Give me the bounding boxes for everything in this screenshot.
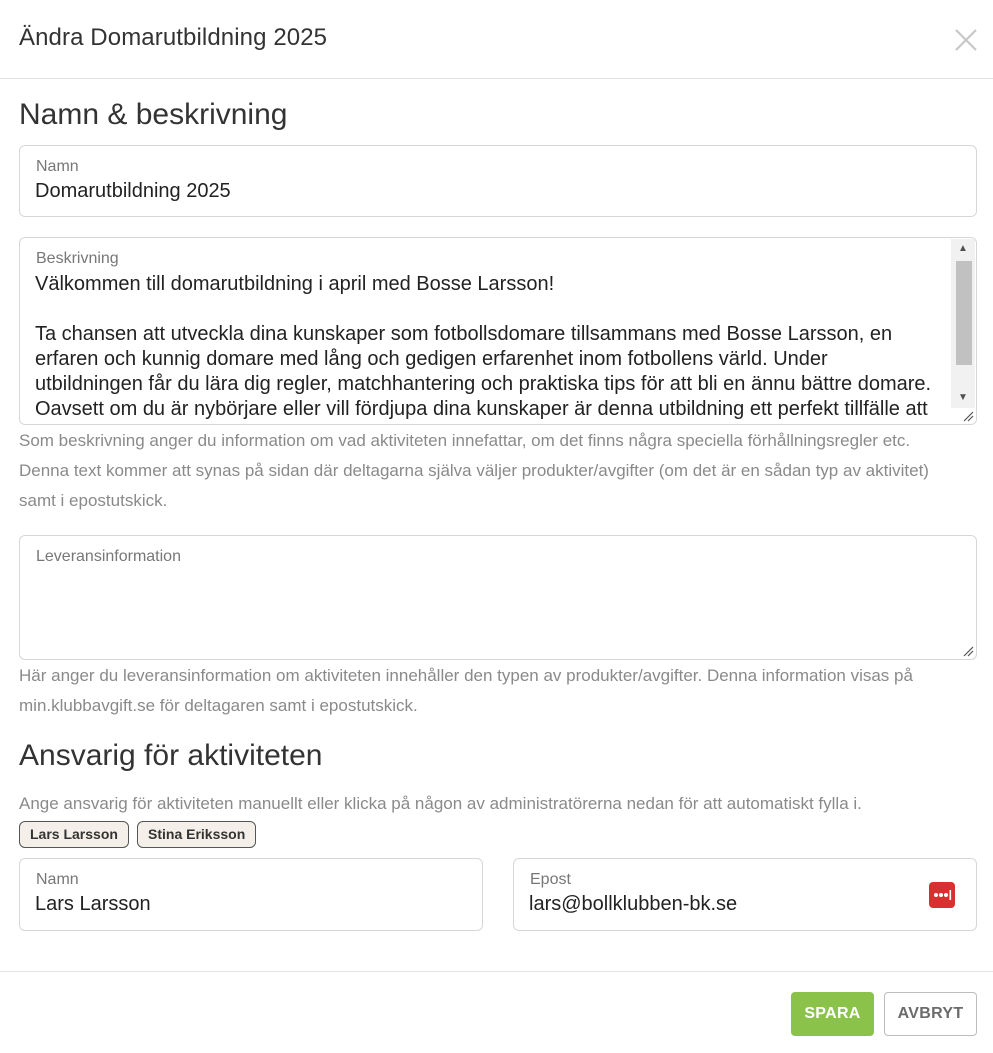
help-line: Som beskrivning anger du information om vad aktiviteten innefattar, om det finns några speciella förhållningsregler etc. [19, 431, 911, 450]
responsible-email-field[interactable] [513, 858, 977, 931]
responsible-help-text: Ange ansvarig för aktiviteten manuellt eller klicka på någon av administratörerna nedan för att automatiskt fylla i. [19, 794, 862, 813]
description-field[interactable] [19, 237, 977, 425]
responsible-name-label: Namn [36, 871, 79, 888]
password-dots-icon [929, 882, 955, 908]
help-line: samt i epostutskick. [19, 491, 168, 510]
activity-name-label: Namn [36, 158, 79, 175]
help-line: min.klubbavgift.se för deltagaren samt i epostutskick. [19, 696, 418, 715]
scroll-thumb[interactable] [956, 261, 972, 365]
responsible-section-heading: Ansvarig för aktiviteten [19, 739, 323, 772]
admin-chip-lars-larsson[interactable]: Lars Larsson [19, 821, 129, 848]
description-line: Välkommen till domarutbildning i april med Bosse Larsson! [35, 273, 555, 295]
description-line: erfaren och kunnig domare med lång och gedigen erfarenhet inom fotbollens värld. Under [35, 348, 828, 370]
responsible-name-input[interactable] [35, 893, 470, 916]
help-line: Här anger du leveransinformation om aktiviteten innehåller den typen av produkter/avgifter. Denna information visas på [19, 666, 913, 685]
responsible-name-field[interactable] [19, 858, 483, 931]
password-manager-icon[interactable] [929, 882, 955, 908]
delivery-info-textarea[interactable] [35, 570, 936, 659]
resize-handle-icon[interactable] [962, 645, 974, 657]
cancel-button[interactable]: AVBRYT [884, 992, 977, 1036]
description-line [35, 297, 936, 322]
admin-chip-stina-eriksson[interactable]: Stina Eriksson [137, 821, 256, 848]
activity-name-input[interactable] [35, 180, 964, 203]
description-line: Ta chansen att utveckla dina kunskaper som fotbollsdomare tillsammans med Bosse Larsson, en [35, 323, 893, 345]
scroll-down-arrow-icon[interactable]: ▼ [958, 392, 968, 403]
delivery-info-label: Leveransinformation [36, 548, 181, 565]
scroll-up-arrow-icon[interactable]: ▲ [958, 243, 968, 254]
dialog-footer [0, 971, 993, 1053]
delivery-help-text [19, 661, 974, 721]
description-help-text [19, 426, 974, 516]
help-line: Denna text kommer att synas på sidan där deltagarna själva väljer produkter/avgifter (om det är en sådan typ av aktivitet) [19, 461, 929, 480]
name-section-heading: Namn & beskrivning [19, 98, 288, 131]
dialog-header [0, 0, 993, 79]
responsible-email-input[interactable] [529, 893, 926, 916]
delivery-info-field[interactable] [19, 535, 977, 660]
description-scrollbar[interactable] [951, 239, 975, 408]
activity-name-field[interactable] [19, 145, 977, 217]
save-button[interactable]: SPARA [791, 992, 874, 1036]
responsible-email-label: Epost [530, 871, 571, 888]
description-label: Beskrivning [36, 250, 119, 267]
description-textarea[interactable] [35, 272, 936, 424]
close-icon [952, 26, 980, 54]
description-line: utbildningen får du lära dig regler, matchhantering och praktiska tips för att bli en ännu bättre domare. [35, 373, 932, 395]
close-button[interactable] [952, 26, 980, 54]
resize-handle-icon[interactable] [962, 410, 974, 422]
dialog-title: Ändra Domarutbildning 2025 [19, 24, 328, 51]
description-line: Oavsett om du är nybörjare eller vill fördjupa dina kunskaper är denna utbildning ett perfekt tillfälle att [35, 398, 928, 420]
